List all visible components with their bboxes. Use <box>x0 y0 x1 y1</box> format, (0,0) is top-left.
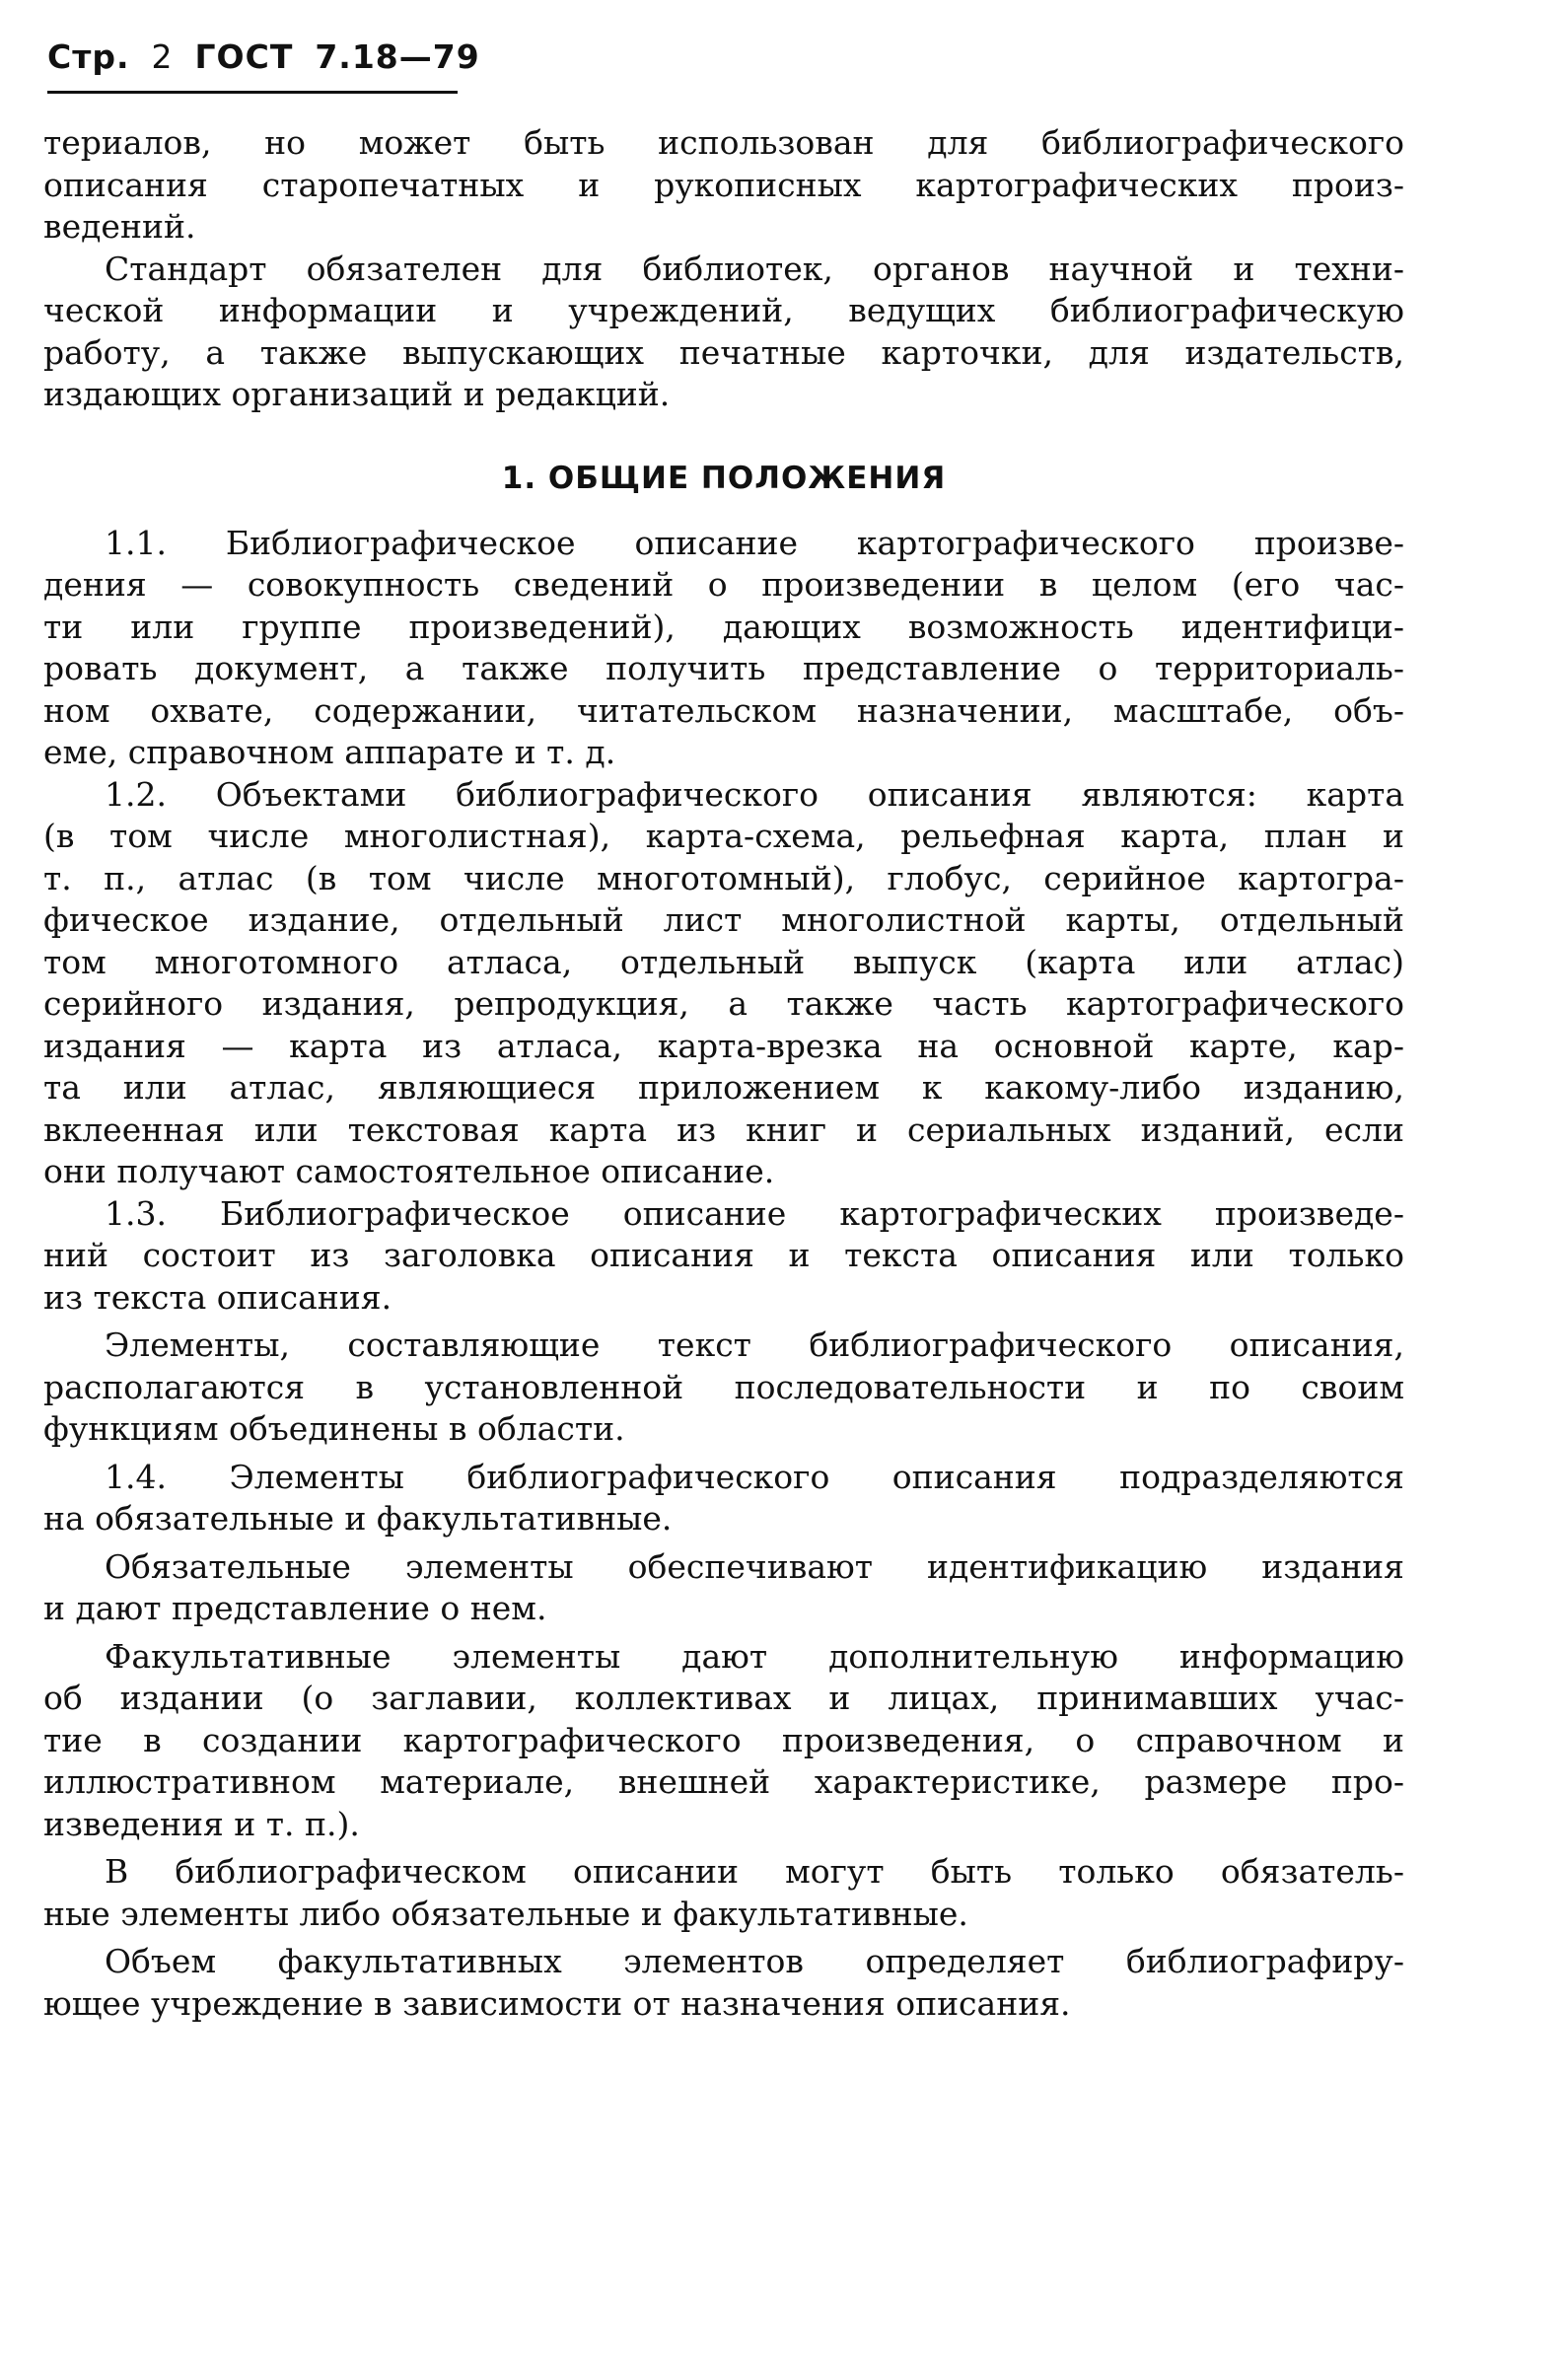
text-line: изведения и т. п.). <box>43 1804 360 1843</box>
text-line: ные элементы либо обязательные и факультативные. <box>43 1894 968 1933</box>
text-line: еме, справочном аппарате и т. д. <box>43 733 616 771</box>
clause-1-4-volume <box>43 1941 1404 2025</box>
text-line: (в том числе многолистная), карта-схема, рельефная карта, план и <box>43 817 1404 855</box>
clause-1-4-optional <box>43 1636 1404 1846</box>
text-line: и дают представление о нем. <box>43 1589 547 1627</box>
text-line: функциям объединены в области. <box>43 1409 625 1448</box>
text-line: тие в создании картографического произведения, о справочном и <box>43 1720 1404 1759</box>
text-line: ном охвате, содержании, читательском назначении, масштабе, объ- <box>43 690 1404 730</box>
clause-1-4-composition <box>43 1851 1404 1935</box>
text-line: Обязательные элементы обеспечивают идентификацию издания <box>105 1546 1404 1586</box>
text-line: 1.3. Библиографическое описание картографических произведе- <box>105 1193 1404 1233</box>
text-line: вклеенная или текстовая карта из книг и сериальных изданий, если <box>43 1109 1404 1149</box>
clause-1-4-mandatory <box>43 1546 1404 1630</box>
text-line: Стандарт обязателен для библиотек, органов научной и техни- <box>105 249 1404 288</box>
section-heading: 1. ОБЩИЕ ПОЛОЖЕНИЯ <box>501 460 947 496</box>
text-line: териалов, но может быть использован для библиографического <box>43 123 1404 162</box>
standard-code: 7.18—79 <box>315 37 480 76</box>
header-rule <box>47 91 458 94</box>
text-line: В библиографическом описании могут быть только обязатель- <box>105 1852 1404 1891</box>
text-line: т. п., атлас (в том числе многотомный), глобус, серийное картогра- <box>43 858 1404 897</box>
clause-1-1 <box>43 523 1404 774</box>
text-line: издающих организаций и редакций. <box>43 375 671 413</box>
text-line: Факультативные элементы дают дополнительную информацию <box>105 1636 1404 1676</box>
text-line: ющее учреждение в зависимости от назначения описания. <box>43 1983 1071 2023</box>
text-line: ческой информации и учреждений, ведущих библиографическую <box>43 291 1404 329</box>
page-number: 2 <box>151 37 174 76</box>
text-line: на обязательные и факультативные. <box>43 1499 673 1538</box>
text-line: том многотомного атласа, отдельный выпуск (карта или атлас) <box>43 942 1404 981</box>
clause-1-2 <box>43 774 1404 1193</box>
text-line: работу, а также выпускающих печатные карточки, для издательств, <box>43 332 1404 372</box>
standard-name: ГОСТ <box>194 37 294 76</box>
intro-paragraph-2 <box>43 249 1404 416</box>
text-line: об издании (о заглавии, коллективах и лицах, принимавших учас- <box>43 1679 1404 1717</box>
text-line: ведений. <box>43 207 196 246</box>
text-line: Элементы, составляющие текст библиографического описания, <box>105 1325 1404 1364</box>
text-line: из текста описания. <box>43 1277 392 1317</box>
running-head <box>47 37 502 76</box>
text-line: описания старопечатных и рукописных картографических произ- <box>43 165 1404 204</box>
clause-1-3 <box>43 1193 1404 1320</box>
text-line: они получают самостоятельное описание. <box>43 1152 775 1190</box>
text-line: Объем факультативных элементов определяет библиографиру- <box>105 1942 1404 1980</box>
text-line: фическое издание, отдельный лист многолистной карты, отдельный <box>43 900 1404 939</box>
body-text <box>43 122 1404 2025</box>
page-label: Стр. <box>47 37 130 76</box>
clause-1-3-continued <box>43 1324 1404 1451</box>
text-line: дения — совокупность сведений о произведении в целом (его час- <box>43 565 1404 604</box>
text-line: ти или группе произведений), дающих возможность идентифици- <box>43 607 1404 646</box>
text-line: 1.1. Библиографическое описание картографического произве- <box>105 523 1404 562</box>
text-line: ний состоит из заголовка описания и текста описания или только <box>43 1236 1404 1274</box>
text-line: располагаются в установленной последовательности и по своим <box>43 1367 1404 1406</box>
intro-paragraph-1 <box>43 122 1404 249</box>
text-line: серийного издания, репродукция, а также часть картографического <box>43 984 1404 1023</box>
text-line: та или атлас, являющиеся приложением к какому-либо изданию, <box>43 1068 1404 1107</box>
clause-1-4 <box>43 1457 1404 1540</box>
text-line: 1.4. Элементы библиографического описания подразделяются <box>105 1457 1404 1496</box>
text-line: ровать документ, а также получить представление о территориаль- <box>43 649 1404 687</box>
text-line: 1.2. Объектами библиографического описания являются: карта <box>105 774 1404 814</box>
text-line: издания — карта из атласа, карта-врезка на основной карте, кар- <box>43 1026 1404 1065</box>
text-line: иллюстративном материале, внешней характеристике, размере про- <box>43 1762 1404 1801</box>
